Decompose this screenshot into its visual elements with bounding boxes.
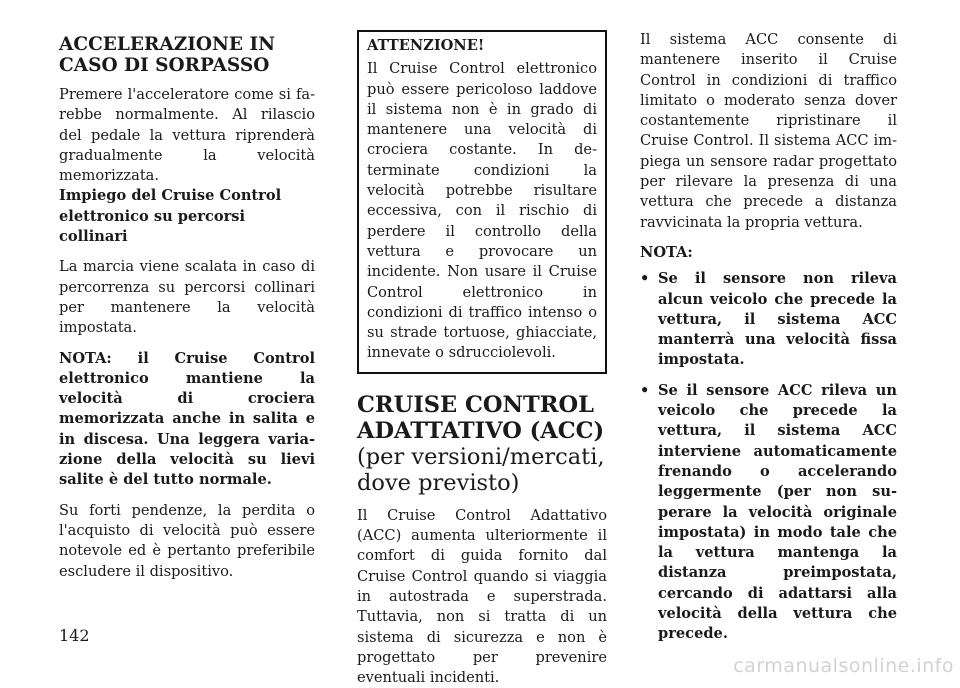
- subheading-hills: Impiego del Cruise Control elettronico su percorsi collinari: [59, 187, 282, 246]
- list-item: [640, 381, 897, 645]
- warning-box: [357, 30, 607, 374]
- site-watermark: carmanualsonline.info: [733, 655, 954, 677]
- page-number: 142: [59, 626, 90, 645]
- acc-description-paragraph: Il sistema ACC consente di mantenere inserito il Cruise Control in condizioni di traffico limitato o moderato senza dover costantemente ripristinare il Cruise Control. Il sistema ACC impiega un sensore radar progettato per rilevare la presenza di una vettura che precede a distanza ravvicinata la propria vettura.: [640, 31, 897, 231]
- acc-note-list: [640, 269, 897, 644]
- acc-note-label: NOTA:: [640, 243, 693, 261]
- slopes-paragraph: Su forti pendenze, la perdita o l'acquisto di velocità può essere notevole ed è pertanto preferibile escludere il dispositivo.: [59, 501, 315, 580]
- left-column: [59, 30, 315, 582]
- overtaking-paragraph: Premere l'acceleratore come si farebbe normalmente. Al rilascio del pedale la vettura riprenderà gradualmente la velocità memorizzata.: [59, 86, 315, 185]
- bullet-icon: •: [640, 270, 650, 288]
- list-item: [640, 269, 897, 370]
- section-heading-overtaking: ACCELERAZIONE IN CASO DI SORPASSO: [59, 34, 276, 76]
- right-column: [640, 30, 897, 645]
- hills-note: NOTA: il Cruise Control elettronico mantiene la velocità di crociera memorizzata anche in salita e in discesa. Una leggera variazione della velocità su lievi salite è del tutto normale.: [59, 349, 315, 489]
- list-item-text: Se il sensore non rileva alcun veicolo che precede la vettura, il sistema ACC manterrà una velocità fissa impostata.: [658, 270, 897, 369]
- acc-section-heading: [357, 392, 607, 496]
- hills-paragraph: La marcia viene scalata in caso di percorrenza su percorsi collinari per mantenere la velocità impostata.: [59, 258, 315, 337]
- acc-heading-main: CRUISE CONTROL ADATTATIVO (ACC): [357, 391, 605, 444]
- acc-heading-availability: (per versioni/mercati, dove previsto): [357, 443, 605, 496]
- acc-intro-paragraph: Il Cruise Control Adattativo (ACC) aumenta ulteriormente il comfort di guida fornito dal Cruise Control quando si viaggia in autostrada e superstrada. Tuttavia, non si tratta di un sistema di sicurezza e non è progettato per prevenire eventuali incidenti.: [357, 506, 607, 687]
- list-item-text: Se il sensore ACC rileva un veicolo che precede la vettura, il sistema ACC interviene automaticamente frenando o accelerando leggermente (per non superare la velocità originale impostata) in modo tale che la vettura mantenga la distanza preimpostata, cercando di adattarsi alla velocità della vettura che precede.: [658, 381, 897, 643]
- warning-title: ATTENZIONE!: [367, 37, 485, 54]
- bullet-icon: •: [640, 381, 650, 399]
- middle-column: [357, 30, 607, 688]
- warning-text: Il Cruise Control elettronico può essere pericoloso laddove il sistema non è in grado di mantenere una velocità di crociera costante. In determinate condizioni la velocità potrebbe risultare eccessiva, con il rischio di perdere il controllo della vettura e provocare un incidente. Non usare il Cruise Control elettronico in condizioni di traffico intenso o su strade tortuose, ghiacciate, innevate o sdrucciolevoli.: [367, 60, 597, 362]
